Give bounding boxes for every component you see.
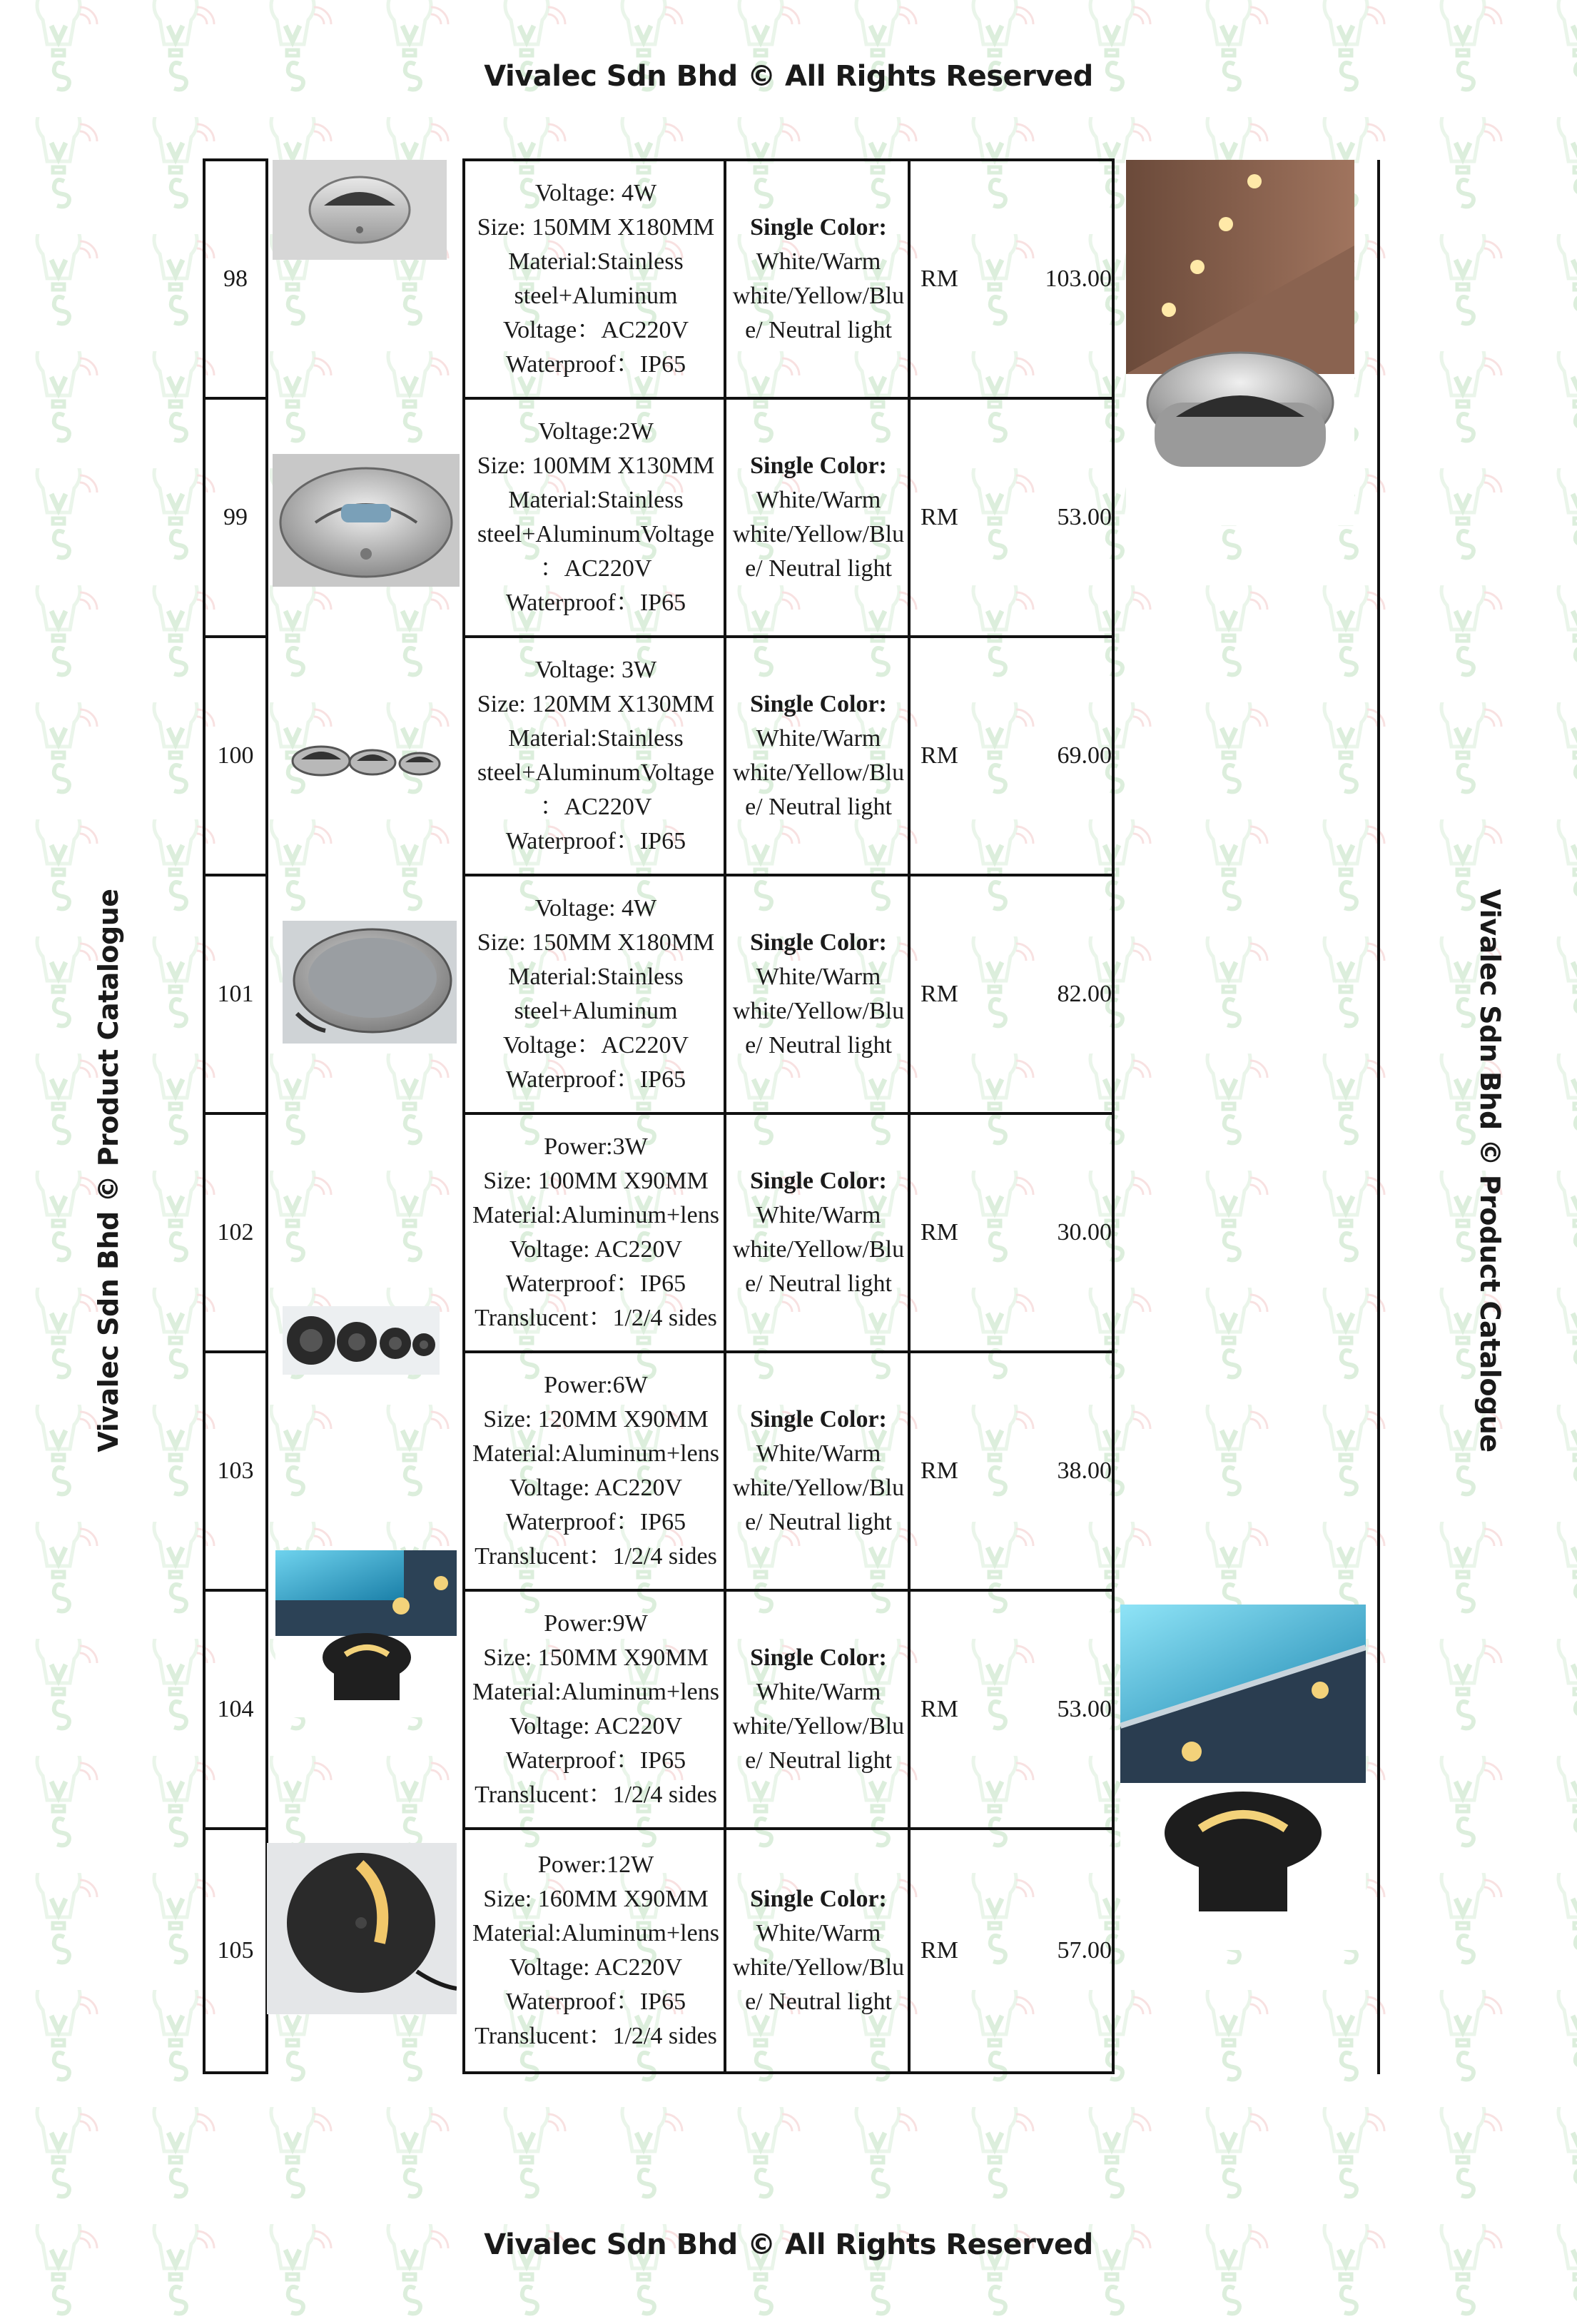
item-currency: RM (921, 1457, 958, 1484)
color-line: White/Warm (756, 1920, 881, 1946)
spec-line: Material:Stainless (508, 725, 684, 752)
product-image-98 (273, 160, 447, 260)
side-caption-right: Vivalec Sdn Bhd © Product Catalogue (1474, 889, 1506, 1452)
spec-line: Translucent：1/2/4 sides (475, 1543, 717, 1570)
color-line: e/ Neutral light (745, 1989, 892, 2015)
item-spec (465, 1353, 726, 1589)
feature-image-stainless (1126, 160, 1354, 525)
color-line: White/Warm (756, 725, 881, 752)
page-rule-right (1377, 160, 1380, 2074)
item-currency: RM (921, 1937, 958, 1964)
item-number: 104 (217, 1696, 254, 1722)
item-price: 38.00 (1057, 1457, 1112, 1484)
product-image-101 (283, 921, 457, 1044)
product-image-105 (267, 1843, 457, 2014)
feature-image-pool (1120, 1605, 1366, 1950)
spec-line: Power:9W (544, 1610, 648, 1637)
spec-line: Voltage: 4W (534, 180, 657, 206)
page-footer: Vivalec Sdn Bhd © All Rights Reserved (484, 2228, 1093, 2261)
item-currency: RM (921, 504, 958, 530)
item-currency: RM (921, 1219, 958, 1246)
spec-line: steel+AluminumVoltage (477, 521, 715, 547)
color-line: e/ Neutral light (745, 555, 892, 582)
color-line: e/ Neutral light (745, 1032, 892, 1059)
spec-line: Size: 150MM X180MM (477, 929, 715, 956)
item-color (726, 400, 911, 635)
item-spec (465, 638, 726, 874)
spec-line: Waterproof：IP65 (505, 1509, 686, 1535)
item-currency: RM (921, 1696, 958, 1722)
spec-line: Waterproof：IP65 (505, 1747, 686, 1774)
spec-line: Material:Aluminum+lens (472, 1920, 719, 1946)
row-line (462, 2071, 1115, 2074)
item-number: 102 (217, 1219, 254, 1246)
spec-line: Power:6W (544, 1372, 648, 1398)
spec-line: Voltage：AC220V (502, 1032, 689, 1059)
spec-line: steel+Aluminum (514, 283, 678, 309)
item-price: 30.00 (1057, 1219, 1112, 1246)
spec-line: Power:3W (544, 1133, 648, 1160)
color-line: e/ Neutral light (745, 1270, 892, 1297)
item-color (726, 1115, 911, 1350)
item-color (726, 638, 911, 874)
item-color (726, 1592, 911, 1827)
item-currency: RM (921, 266, 958, 292)
item-price: 53.00 (1057, 504, 1112, 530)
spec-line: Voltage: 4W (534, 895, 657, 921)
color-line: white/Yellow/Blu (732, 1954, 905, 1981)
item-spec (465, 876, 726, 1112)
item-price: 82.00 (1057, 981, 1112, 1007)
spec-line: Waterproof：IP65 (505, 1270, 686, 1297)
color-line: white/Yellow/Blu (732, 759, 905, 786)
color-line: white/Yellow/Blu (732, 1236, 905, 1263)
spec-line: Voltage: AC220V (509, 1475, 683, 1501)
item-spec (465, 1115, 726, 1350)
row-line (203, 2071, 268, 2074)
spec-line: Waterproof：IP65 (505, 1989, 686, 2015)
color-line: white/Yellow/Blu (732, 521, 905, 547)
spec-line: Waterproof：IP65 (505, 590, 686, 616)
color-title: Single Color: (750, 214, 887, 241)
color-line: White/Warm (756, 1202, 881, 1228)
spec-line: Waterproof：IP65 (505, 351, 686, 378)
color-title: Single Color: (750, 691, 887, 717)
product-image-102 (283, 1306, 440, 1375)
item-spec (465, 1592, 726, 1827)
spec-line: Material:Aluminum+lens (472, 1440, 719, 1467)
spec-line: Voltage: AC220V (509, 1713, 683, 1739)
spec-line: Size: 100MM X130MM (477, 453, 715, 479)
spec-line: Material:Stainless (508, 487, 684, 513)
spec-line: Power:12W (537, 1851, 654, 1878)
spec-line: Waterproof：IP65 (505, 828, 686, 854)
color-title: Single Color: (750, 929, 887, 956)
spec-line: steel+AluminumVoltage (477, 759, 715, 786)
item-currency: RM (921, 742, 958, 769)
spec-line: Size: 150MM X90MM (483, 1645, 709, 1671)
color-line: White/Warm (756, 487, 881, 513)
spec-line: Voltage: 3W (534, 657, 657, 683)
table-border-right (1112, 160, 1115, 2074)
spec-line: Voltage：AC220V (502, 317, 689, 343)
item-number: 103 (217, 1457, 254, 1484)
item-number: 98 (223, 266, 248, 292)
color-line: white/Yellow/Blu (732, 1475, 905, 1501)
color-line: e/ Neutral light (745, 317, 892, 343)
spec-line: Translucent：1/2/4 sides (475, 1782, 717, 1808)
color-line: White/Warm (756, 1440, 881, 1467)
item-color (726, 161, 911, 397)
side-caption-left: Vivalec Sdn Bhd © Product Catalogue (93, 889, 124, 1452)
spec-line: Material:Stainless (508, 964, 684, 990)
spec-line: Translucent：1/2/4 sides (475, 2023, 717, 2049)
page-header: Vivalec Sdn Bhd © All Rights Reserved (484, 60, 1093, 93)
item-price: 53.00 (1057, 1696, 1112, 1722)
color-title: Single Color: (750, 1886, 887, 1912)
item-price: 69.00 (1057, 742, 1112, 769)
spec-line: Waterproof：IP65 (505, 1066, 686, 1093)
color-title: Single Color: (750, 1168, 887, 1194)
color-title: Single Color: (750, 453, 887, 479)
color-line: White/Warm (756, 964, 881, 990)
spec-line: Size: 120MM X90MM (483, 1406, 709, 1433)
color-line: white/Yellow/Blu (732, 998, 905, 1024)
item-price: 103.00 (1045, 266, 1112, 292)
item-color (726, 876, 911, 1112)
spec-line: Voltage: AC220V (509, 1954, 683, 1981)
item-number: 100 (217, 742, 254, 769)
item-spec (465, 161, 726, 397)
color-line: e/ Neutral light (745, 1747, 892, 1774)
item-spec (465, 400, 726, 635)
color-line: white/Yellow/Blu (732, 283, 905, 309)
spec-line: Size: 100MM X90MM (483, 1168, 709, 1194)
spec-line: Size: 160MM X90MM (483, 1886, 709, 1912)
spec-line: Size: 120MM X130MM (477, 691, 715, 717)
item-currency: RM (921, 981, 958, 1007)
spec-line: Material:Aluminum+lens (472, 1202, 719, 1228)
color-line: e/ Neutral light (745, 794, 892, 820)
spec-line: steel+Aluminum (514, 998, 678, 1024)
spec-line: Material:Aluminum+lens (472, 1679, 719, 1705)
spec-line: Size: 150MM X180MM (477, 214, 715, 241)
spec-line: Translucent：1/2/4 sides (475, 1305, 717, 1331)
product-image-99 (273, 454, 460, 587)
item-spec (465, 1830, 726, 2071)
color-line: White/Warm (756, 1679, 881, 1705)
spec-line: Voltage:2W (538, 418, 654, 445)
item-number: 105 (217, 1937, 254, 1964)
color-line: White/Warm (756, 248, 881, 275)
item-price: 57.00 (1057, 1937, 1112, 1964)
spec-line: Material:Stainless (508, 248, 684, 275)
spec-line: ：AC220V (539, 555, 652, 582)
spec-line: ：AC220V (539, 794, 652, 820)
item-color (726, 1353, 911, 1589)
color-title: Single Color: (750, 1645, 887, 1671)
product-image-104 (275, 1550, 457, 1717)
color-title: Single Color: (750, 1406, 887, 1433)
item-color (726, 1830, 911, 2071)
item-number: 101 (217, 981, 254, 1007)
color-line: white/Yellow/Blu (732, 1713, 905, 1739)
product-image-100 (288, 737, 447, 779)
color-line: e/ Neutral light (745, 1509, 892, 1535)
spec-line: Voltage: AC220V (509, 1236, 683, 1263)
item-number: 99 (223, 504, 248, 530)
